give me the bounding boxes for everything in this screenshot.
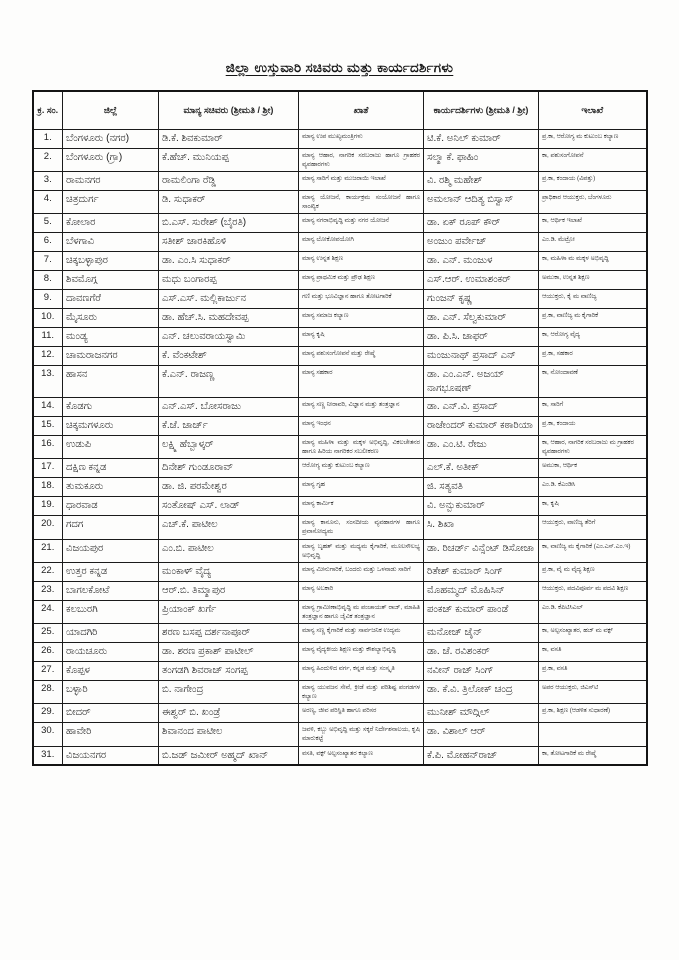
cell-department: ಅಮುಕಾ, ಆರ್ಥಿಕ (539, 459, 647, 478)
table-row (33, 290, 647, 309)
cell-minister: ಡಿ. ಸುಧಾಕರ್ (159, 190, 299, 213)
cell-department: ಪ್ರಾಧಿಕಾರ ಆಯುಕ್ತರು, ಬೆಂಗಳೂರು (539, 190, 647, 213)
cell-department: ಕಾ, ಆರೋಗ್ಯ ವೈದ್ಯ (539, 328, 647, 347)
cell-department: ಪ್ರ.ಕಾ, ವೈ ಮ ವೈದ್ಯ ಶಿಕ್ಷಣ (539, 562, 647, 581)
cell-secretary: ವಿ. ರಶ್ಮಿ ಮಹೇಶ್ (424, 171, 539, 190)
cell-district: ದಾವಣಗೆರೆ (63, 290, 159, 309)
cell-serial-number: 19. (33, 497, 63, 516)
table-row (33, 328, 647, 347)
cell-portfolio: ಮಾನ್ಯ ಮಹಿಳಾ ಮತ್ತು ಮಕ್ಕಳ ಅಭಿವೃದ್ಧಿ, ವಿಕಲಚೇತನರ ಹಾಗೂ ಹಿರಿಯ ನಾಗರಿಕರ ಸಬಲೀಕರಣ (299, 436, 424, 459)
table-row (33, 516, 647, 539)
cell-portfolio: ಮಾನ್ಯ ಕಾರ್ಮಿಕ (299, 497, 424, 516)
cell-district: ಮೈಸೂರು (63, 309, 159, 328)
cell-secretary: ಟಿ.ಕೆ. ಅನಿಲ್ ಕುಮಾರ್ (424, 129, 539, 148)
cell-minister: ಡಾ. ಜಿ. ಪರಮೇಶ್ವರ (159, 478, 299, 497)
cell-secretary: ಡಾ. ಕೆ.ವಿ. ತ್ರಿಲೋಕ್ ಚಂದ್ರ (424, 681, 539, 704)
cell-portfolio: ಜವಳಿ, ಕಬ್ಬು ಅಭಿವೃದ್ಧಿ ಮತ್ತು ಸಕ್ಕರೆ ನಿರ್ದೇಶನಾಲಯ, ಕೃಷಿ ಮಾರುಕಟ್ಟೆ (299, 723, 424, 746)
header-portfolio: ಖಾತೆ (299, 91, 424, 129)
cell-district: ಚಿತ್ರದುರ್ಗ (63, 190, 159, 213)
table-row (33, 171, 647, 190)
cell-serial-number: 9. (33, 290, 63, 309)
cell-minister: ಡಾ. ಎಂ.ಸಿ ಸುಧಾಕರ್ (159, 252, 299, 271)
cell-minister: ಈಶ್ವರ್ ಬಿ. ಖಂಡ್ರೆ (159, 704, 299, 723)
cell-district: ಧಾರವಾಡ (63, 497, 159, 516)
cell-district: ಉತ್ತರ ಕನ್ನಡ (63, 562, 159, 581)
cell-portfolio: ವಸತಿ, ವಕ್ಫ್ ಅಲ್ಪಸಂಖ್ಯಾತರ ಕಲ್ಯಾಣ (299, 746, 424, 765)
cell-secretary: ರಿತೇಶ್ ಕುಮಾರ್ ಸಿಂಗ್ (424, 562, 539, 581)
cell-portfolio: ಮಾನ್ಯ ಪ್ರಾಥಮಿಕ ಮತ್ತು ಪ್ರೌಢ ಶಿಕ್ಷಣ (299, 271, 424, 290)
cell-serial-number: 15. (33, 417, 63, 436)
cell-secretary: ಮುನೀಶ್ ಮೌದ್ಗಿಲ್ (424, 704, 539, 723)
cell-serial-number: 12. (33, 347, 63, 366)
cell-serial-number: 14. (33, 398, 63, 417)
page-title: ಜಿಲ್ಲಾ ಉಸ್ತುವಾರಿ ಸಚಿವರು ಮತ್ತು ಕಾರ್ಯದರ್ಶಿಗಳು (225, 60, 454, 75)
table-row (33, 233, 647, 252)
cell-department: ಪ್ರ.ಕಾ, ಸಹಕಾರ (539, 347, 647, 366)
cell-serial-number: 3. (33, 171, 63, 190)
table-row (33, 681, 647, 704)
table-row (33, 624, 647, 643)
cell-department: ಆಯುಕ್ತರು, ವಾಣಿಜ್ಯ ತೆರಿಗೆ (539, 516, 647, 539)
table-row (33, 129, 647, 148)
cell-secretary: ಪಂಕಜ್ ಕುಮಾರ್ ಪಾಂಡೆ (424, 600, 539, 623)
cell-secretary: ಡಾ. ಪಿ.ಸಿ. ಜಾಫರ್ (424, 328, 539, 347)
table-row (33, 600, 647, 623)
cell-portfolio: ಮಾನ್ಯ ಇಂಧನ (299, 417, 424, 436)
cell-district: ವಿಜಯಪುರ (63, 539, 159, 562)
cell-district: ಯಾದಗಿರಿ (63, 624, 159, 643)
cell-portfolio: ಅರಣ್ಯ, ಜೀವ ಪರಿಸ್ಥಿತಿ ಹಾಗೂ ಪರಿಸರ (299, 704, 424, 723)
cell-district: ಹಾಸನ (63, 366, 159, 398)
cell-serial-number: 11. (33, 328, 63, 347)
cell-secretary: ಮಂಜುನಾಥ್ ಪ್ರಸಾದ್ ಎನ್ (424, 347, 539, 366)
cell-secretary: ವಿ. ಅನ್ಬುಕುಮಾರ್ (424, 497, 539, 516)
cell-minister: ಬಿ.ಎಸ್. ಸುರೇಶ್ (ಬೈರತಿ) (159, 214, 299, 233)
cell-secretary: ಅಮಲಾನ್ ಆದಿತ್ಯ ಬಿಸ್ವಾಸ್ (424, 190, 539, 213)
cell-minister: ಲಕ್ಷ್ಮಿ ಹೆಬ್ಬಾಳ್ಕರ್ (159, 436, 299, 459)
cell-serial-number: 8. (33, 271, 63, 290)
table-row (33, 478, 647, 497)
cell-district: ಗದಗ (63, 516, 159, 539)
table-row (33, 562, 647, 581)
table-row (33, 309, 647, 328)
table-row (33, 723, 647, 746)
cell-district: ಬೆಂಗಳೂರು (ಗ್ರಾ) (63, 148, 159, 171)
table-row (33, 643, 647, 662)
cell-serial-number: 26. (33, 643, 63, 662)
cell-portfolio: ಮಾನ್ಯ ಕಾನೂನು, ಸಂಸದೀಯ ವ್ಯವಹಾರಗಳ ಹಾಗೂ ಪ್ರವಾಸೋದ್ಯಮ (299, 516, 424, 539)
header-minister: ಮಾನ್ಯ ಸಚಿವರು (ಶ್ರೀಮತಿ / ಶ್ರೀ) (159, 91, 299, 129)
cell-department: ಕಾ, ವಸತಿ (539, 643, 647, 662)
cell-minister: ಎಚ್.ಕೆ. ಪಾಟೀಲ (159, 516, 299, 539)
cell-secretary: ಡಾ. ಎನ್. ಮಂಜುಳ (424, 252, 539, 271)
cell-secretary: ಡಾ. ಎಂ.ಎನ್. ಅಜಯ್ ನಾಗಭೂಷಣ್ (424, 366, 539, 398)
cell-district: ಕಲಬುರಗಿ (63, 600, 159, 623)
cell-district: ಮಂಡ್ಯ (63, 328, 159, 347)
cell-department: ಕಾ, ಮಹಿಳಾ ಮ ಮಕ್ಕಳ ಅಭಿವೃದ್ಧಿ (539, 252, 647, 271)
cell-department: ಕಾ, ನೋಂದಾವಣೆ (539, 366, 647, 398)
table-row (33, 581, 647, 600)
cell-department: ಕಾ, ತೋಟಗಾರಿಕೆ ಮ ರೇಷ್ಮೆ (539, 746, 647, 765)
cell-serial-number: 18. (33, 478, 63, 497)
cell-portfolio: ಮಾನ್ಯ ಉನ್ನತ ಶಿಕ್ಷಣ (299, 252, 424, 271)
table-row (33, 148, 647, 171)
cell-portfolio: ಮಾನ್ಯ ಉಪ ಮುಖ್ಯಮಂತ್ರಿಗಳು (299, 129, 424, 148)
cell-secretary: ಅಂಜುಂ ಪರ್ವೇಜ್ (424, 233, 539, 252)
cell-serial-number: 1. (33, 129, 63, 148)
cell-secretary: ಡಾ. ಎಂ.ಟಿ. ರೇಜು (424, 436, 539, 459)
cell-department: ಪ್ರ.ಕಾ, ಆರೋಗ್ಯ ಮ ಕುಟುಂಬ ಕಲ್ಯಾಣ (539, 129, 647, 148)
cell-secretary: ಡಾ. ರಿಚರ್ಡ್ ವಿನ್ಸೆಂಟ್ ಡಿಸೋಜಾ (424, 539, 539, 562)
cell-minister: ಎಸ್.ಎಸ್. ಮಲ್ಲಿಕಾರ್ಜುನ (159, 290, 299, 309)
cell-district: ಕೊಡಗು (63, 398, 159, 417)
cell-secretary: ಜಿ. ಸತ್ಯವತಿ (424, 478, 539, 497)
cell-district: ಕೊಪ್ಪಳ (63, 662, 159, 681)
cell-serial-number: 2. (33, 148, 63, 171)
cell-portfolio: ಮಾನ್ಯ ಕೃಷಿ (299, 328, 424, 347)
cell-minister: ಸತೀಶ್ ಜಾರಕಿಹೊಳಿ (159, 233, 299, 252)
cell-minister: ಬಿ.ಜಡ್ ಜಮೀರ್ ಅಹ್ಮದ್ ಖಾನ್ (159, 746, 299, 765)
cell-secretary: ಡಾ. ಜೆ. ರವಿಶಂಕರ್ (424, 643, 539, 662)
cell-portfolio: ಮಾನ್ಯ ಗ್ರಾಮೀಣಾಭಿವೃದ್ಧಿ ಮ ಪಂಚಾಯತ್ ರಾಜ್, ಮಾಹಿತಿ ತಂತ್ರಜ್ಞಾನ ಹಾಗೂ ಜೈವಿಕ ತಂತ್ರಜ್ಞಾನ (299, 600, 424, 623)
cell-portfolio: ಗಣಿ ಮತ್ತು ಭೂವಿಜ್ಞಾನ ಹಾಗೂ ತೋಟಗಾರಿಕೆ (299, 290, 424, 309)
table-row (33, 436, 647, 459)
table-row (33, 459, 647, 478)
table-row (33, 746, 647, 765)
cell-district: ಚಾಮರಾಜನಗರ (63, 347, 159, 366)
cell-serial-number: 28. (33, 681, 63, 704)
table-row (33, 347, 647, 366)
cell-portfolio: ಮಾನ್ಯ ಸಾರಿಗೆ ಮತ್ತು ಮುಜರಾಯಿ ಇಲಾಖೆ (299, 171, 424, 190)
cell-serial-number: 30. (33, 723, 63, 746)
table-row (33, 190, 647, 213)
cell-minister: ಕೆ. ವೆಂಕಟೇಶ್ (159, 347, 299, 366)
cell-serial-number: 16. (33, 436, 63, 459)
table-body (33, 129, 647, 765)
cell-district: ವಿಜಯನಗರ (63, 746, 159, 765)
cell-serial-number: 17. (33, 459, 63, 478)
cell-secretary: ಎಲ್.ಕೆ. ಅತೀಕ್ (424, 459, 539, 478)
cell-department: ಅಮುಕಾ, ಉನ್ನತ ಶಿಕ್ಷಣ (539, 271, 647, 290)
cell-minister: ಶಿವಾನಂದ ಪಾಟೀಲ (159, 723, 299, 746)
cell-department (539, 723, 647, 746)
cell-portfolio: ಮಾನ್ಯ ಗೃಹ (299, 478, 424, 497)
cell-portfolio: ಮಾನ್ಯ ಹಿಂದುಳಿದ ವರ್ಗ, ಕನ್ನಡ ಮತ್ತು ಸಂಸ್ಕೃತಿ (299, 662, 424, 681)
ministers-secretaries-table (32, 90, 648, 766)
cell-secretary: ಡಾ. ಎನ್.ವಿ. ಪ್ರಸಾದ್ (424, 398, 539, 417)
cell-minister: ಎನ್.ಎಸ್. ಬೋಸರಾಜು (159, 398, 299, 417)
cell-minister: ಪ್ರಿಯಾಂಕ್ ಖರ್ಗೆ (159, 600, 299, 623)
cell-minister: ಕೆ.ಜೆ. ಜಾರ್ಜ್ (159, 417, 299, 436)
cell-district: ರಾಮನಗರ (63, 171, 159, 190)
cell-serial-number: 29. (33, 704, 63, 723)
cell-district: ತುಮಕೂರು (63, 478, 159, 497)
cell-district: ಹಾವೇರಿ (63, 723, 159, 746)
table-row (33, 252, 647, 271)
cell-portfolio: ಮಾನ್ಯ ಯೋಜನೆ, ಕಾರ್ಯಕ್ರಮ ಸಂಯೋಜನೆ ಹಾಗೂ ಸಾಂಖ್ಯಿಕ (299, 190, 424, 213)
cell-minister: ಎಂ.ಬಿ. ಪಾಟೀಲ (159, 539, 299, 562)
cell-district: ಶಿವಮೊಗ್ಗ (63, 271, 159, 290)
cell-district: ಬಳ್ಳಾರಿ (63, 681, 159, 704)
cell-serial-number: 27. (33, 662, 63, 681)
cell-department: ಕಾ, ವಾಣಿಜ್ಯ ಮ ಕೈಗಾರಿಕೆ (ಎಂ.ಎಸ್.ಎಂ.ಇ) (539, 539, 647, 562)
cell-department: ಎಂ.ಡಿ. ಕೆಪಿಟಿಸಿಎಲ್ (539, 600, 647, 623)
cell-district: ಬೆಂಗಳೂರು (ನಗರ) (63, 129, 159, 148)
cell-portfolio: ಮಾನ್ಯ ಮೀನುಗಾರಿಕೆ, ಬಂದರು ಮತ್ತು ಒಳನಾಡು ಸಾರಿಗೆ (299, 562, 424, 581)
cell-portfolio: ಮಾನ್ಯ ನಗರಾಭಿವೃದ್ಧಿ ಮತ್ತು ನಗರ ಯೋಜನೆ (299, 214, 424, 233)
cell-department: ಪ್ರ.ಕಾ, ವಾಣಿಜ್ಯ ಮ ಕೈಗಾರಿಕೆ (539, 309, 647, 328)
cell-portfolio: ಮಾನ್ಯ ಪಶುಸಂಗೋಪನೆ ಮತ್ತು ರೇಷ್ಮೆ (299, 347, 424, 366)
cell-department: ಪ್ರ.ಕಾ, ವಸತಿ (539, 662, 647, 681)
table-row (33, 214, 647, 233)
cell-portfolio: ಮಾನ್ಯ ಸಣ್ಣ ನೀರಾವರಿ, ವಿಜ್ಞಾನ ಮತ್ತು ತಂತ್ರಜ್ಞಾನ (299, 398, 424, 417)
cell-secretary: ಸಲ್ಮಾ ಕೆ. ಫಾಹಿಂ (424, 148, 539, 171)
cell-portfolio: ಮಾನ್ಯ ಲೋಕೋಪಯೋಗಿ (299, 233, 424, 252)
cell-department: ಎಂ.ಡಿ. ಕೆಎಂಡಿಸಿ (539, 478, 647, 497)
cell-minister: ಆರ್.ಬಿ. ತಿಮ್ಮಾಪುರ (159, 581, 299, 600)
cell-serial-number: 5. (33, 214, 63, 233)
cell-serial-number: 13. (33, 366, 63, 398)
table-row (33, 662, 647, 681)
cell-serial-number: 7. (33, 252, 63, 271)
cell-serial-number: 4. (33, 190, 63, 213)
cell-district: ಬೀದರ್ (63, 704, 159, 723)
cell-portfolio: ಮಾನ್ಯ ಆಹಾರ, ನಾಗರಿಕ ಸರಬರಾಜು ಹಾಗೂ ಗ್ರಾಹಕರ ವ್ಯವಹಾರಗಳು (299, 148, 424, 171)
cell-minister: ಎನ್. ಚಲುವರಾಯಸ್ವಾಮಿ (159, 328, 299, 347)
cell-portfolio: ಮಾನ್ಯ ವೈದ್ಯಕೀಯ ಶಿಕ್ಷಣ ಮತ್ತು ಕೌಶಲ್ಯಾಭಿವೃದ್ಧಿ (299, 643, 424, 662)
cell-department: ಕಾ, ಸಾರಿಗೆ (539, 398, 647, 417)
cell-portfolio: ಮಾನ್ಯ ಸಣ್ಣ ಕೈಗಾರಿಕೆ ಮತ್ತು ಸಾರ್ವಜನಿಕ ಉದ್ಯಮ (299, 624, 424, 643)
cell-secretary: ಗುಂಜನ್ ಕೃಷ್ಣ (424, 290, 539, 309)
cell-department: ಕಾ, ಆರ್ಥಿಕ ಇಲಾಖೆ (539, 214, 647, 233)
cell-department: ಆಯುಕ್ತರು, ಕೈ ಮ ವಾಣಿಜ್ಯ (539, 290, 647, 309)
cell-portfolio: ಮಾನ್ಯ ಬೃಹತ್ ಮತ್ತು ಮಧ್ಯಮ ಕೈಗಾರಿಕೆ, ಮೂಲಸೌಲಭ್ಯ ಅಭಿವೃದ್ಧಿ (299, 539, 424, 562)
cell-serial-number: 31. (33, 746, 63, 765)
cell-serial-number: 24. (33, 600, 63, 623)
table-row (33, 417, 647, 436)
cell-department: ಎಂ.ಡಿ. ಮೆಟ್ರೋ (539, 233, 647, 252)
cell-portfolio: ಮಾನ್ಯ ಸಮಾಜ ಕಲ್ಯಾಣ (299, 309, 424, 328)
cell-district: ರಾಯಚೂರು (63, 643, 159, 662)
cell-department: ಕಾ, ಅಲ್ಪಸಂಖ್ಯಾತರ, ಹಜ್ ಮ ವಕ್ಫ್ (539, 624, 647, 643)
cell-department: ಆಯುಕ್ತರು, ಪದವಿಪೂರ್ವ ಮ ಪದವಿ ಶಿಕ್ಷಣ (539, 581, 647, 600)
cell-portfolio: ಮಾನ್ಯ ಅಬಕಾರಿ (299, 581, 424, 600)
cell-district: ಕೋಲಾರ (63, 214, 159, 233)
cell-portfolio: ಮಾನ್ಯ ಸಹಕಾರ (299, 366, 424, 398)
cell-minister: ಡಾ. ಹೆಚ್.ಸಿ. ಮಹದೇವಪ್ಪ (159, 309, 299, 328)
cell-secretary: ಕೆ.ಪಿ. ಮೋಹನ್‌ರಾಜ್ (424, 746, 539, 765)
table-row (33, 539, 647, 562)
table-row (33, 366, 647, 398)
cell-minister: ಕೆ.ಹೆಚ್. ಮುನಿಯಪ್ಪ (159, 148, 299, 171)
cell-district: ಚಿಕ್ಕಮಗಳೂರು (63, 417, 159, 436)
cell-minister: ದಿನೇಶ್ ಗುಂಡೂರಾವ್ (159, 459, 299, 478)
cell-minister: ಡಾ. ಶರಣ ಪ್ರಕಾಶ್ ಪಾಟೀಲ್ (159, 643, 299, 662)
cell-serial-number: 20. (33, 516, 63, 539)
cell-serial-number: 25. (33, 624, 63, 643)
table-header-row (33, 91, 647, 129)
cell-secretary: ಎಸ್.ಆರ್. ಉಮಾಶಂಕರ್ (424, 271, 539, 290)
cell-portfolio: ಆರೋಗ್ಯ ಮತ್ತು ಕುಟುಂಬ ಕಲ್ಯಾಣ (299, 459, 424, 478)
cell-serial-number: 6. (33, 233, 63, 252)
cell-secretary: ಸಿ. ಶಿಖಾ (424, 516, 539, 539)
cell-minister: ಸಂತೋಷ್ ಎಸ್. ಲಾಡ್ (159, 497, 299, 516)
cell-minister: ಮಂಕಾಳ್ ವೈದ್ಯ (159, 562, 299, 581)
cell-district: ಚಿಕ್ಕಬಳ್ಳಾಪುರ (63, 252, 159, 271)
cell-department: ಕಾ, ಆಹಾರ, ನಾಗರಿಕ ಸರಬರಾಜು ಮ ಗ್ರಾಹಕರ ವ್ಯವಹಾರಗಳು (539, 436, 647, 459)
cell-district: ಬಾಗಲಕೋಟೆ (63, 581, 159, 600)
cell-minister: ಕೆ.ಎನ್. ರಾಜಣ್ಣ (159, 366, 299, 398)
table-row (33, 398, 647, 417)
cell-department: ಪ್ರ.ಕಾ, ಕಂದಾಯ (539, 417, 647, 436)
cell-department: ಪ್ರ.ಕಾ, ಶಿಕ್ಷಣ (ಆಡಳಿತ ಸುಧಾರಣೆ) (539, 704, 647, 723)
header-serial-number: ಕ್ರ. ಸಂ. (33, 91, 63, 129)
cell-district: ಬೆಳಗಾವಿ (63, 233, 159, 252)
cell-secretary: ಡಾ. ಏಕ್ ರೂಪ್ ಕೌರ್ (424, 214, 539, 233)
table-row (33, 704, 647, 723)
cell-minister: ರಾಮಲಿಂಗಾ ರೆಡ್ಡಿ (159, 171, 299, 190)
cell-department: ಕಾ, ಪಶುಸಂಗೋಪನೆ (539, 148, 647, 171)
cell-secretary: ರಾಜೇಂದರ್ ಕುಮಾರ್ ಕಠಾರಿಯಾ (424, 417, 539, 436)
header-secretary: ಕಾರ್ಯದರ್ಶಿಗಳು (ಶ್ರೀಮತಿ / ಶ್ರೀ) (424, 91, 539, 129)
cell-district: ದಕ್ಷಿಣ ಕನ್ನಡ (63, 459, 159, 478)
cell-district: ಉಡುಪಿ (63, 436, 159, 459)
cell-minister: ಮಧು ಬಂಗಾರಪ್ಪ (159, 271, 299, 290)
cell-serial-number: 22. (33, 562, 63, 581)
cell-minister: ಶರಣ ಬಸಪ್ಪ ದರ್ಶನಾಪೂರ್ (159, 624, 299, 643)
cell-portfolio: ಮಾನ್ಯ ಯುವಜನ ಸೇವೆ, ಕ್ರೀಡೆ ಮತ್ತು ಪರಿಶಿಷ್ಟ ಪಂಗಡಗಳ ಕಲ್ಯಾಣ (299, 681, 424, 704)
cell-serial-number: 10. (33, 309, 63, 328)
cell-minister: ತಂಗಡಗಿ ಶಿವರಾಜ್ ಸಂಗಪ್ಪ (159, 662, 299, 681)
cell-minister: ಡಿ.ಕೆ. ಶಿವಕುಮಾರ್ (159, 129, 299, 148)
cell-secretary: ಡಾ. ವಿಶಾಲ್ ಆರ್ (424, 723, 539, 746)
cell-department: ಅಪರ ಆಯುಕ್ತರು, ಜಿಎಸ್‌ಟಿ (539, 681, 647, 704)
cell-department: ಕಾ, ಕೃಷಿ (539, 497, 647, 516)
table-row (33, 497, 647, 516)
cell-department: ಪ್ರ.ಕಾ, ಕಂದಾಯ (ವಿಪತ್ತು) (539, 171, 647, 190)
header-district: ಜಿಲ್ಲೆ (63, 91, 159, 129)
cell-secretary: ಮೊಹಮ್ಮದ್ ಮೊಹಿಸಿನ್ (424, 581, 539, 600)
table-row (33, 271, 647, 290)
cell-secretary: ಡಾ. ಎನ್. ಸೆಲ್ವಕುಮಾರ್ (424, 309, 539, 328)
cell-secretary: ಮನೋಜ್ ಜೈನ್ (424, 624, 539, 643)
cell-serial-number: 23. (33, 581, 63, 600)
cell-minister: ಬಿ. ನಾಗೇಂದ್ರ (159, 681, 299, 704)
cell-secretary: ನವೀನ್ ರಾಜ್ ಸಿಂಗ್ (424, 662, 539, 681)
cell-serial-number: 21. (33, 539, 63, 562)
header-department: ಇಲಾಖೆ (539, 91, 647, 129)
